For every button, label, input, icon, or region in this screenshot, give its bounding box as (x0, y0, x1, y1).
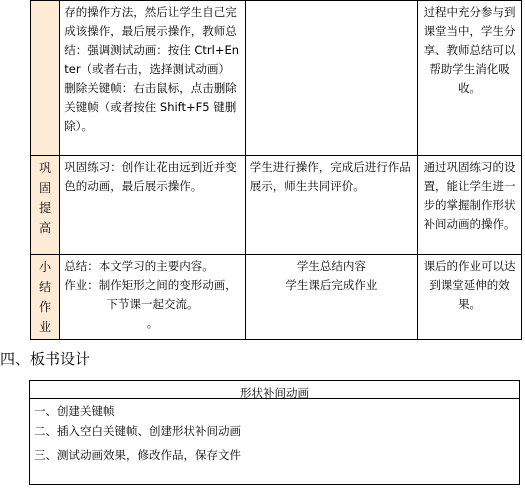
teacher-activity-cell: 巩固练习：创作让花由远到近并变色的动画，最后展示操作。 (60, 156, 246, 255)
homework-line: 作业：制作矩形之间的变形动画， (64, 278, 237, 292)
summary-line: 总结：本文学习的主要内容。 (64, 259, 214, 273)
design-intent-cell: 课后的作业可以达到课堂延伸的效果。 (418, 255, 522, 340)
lesson-plan-table (30, 0, 522, 340)
stage-cell: 小结作业 (31, 255, 60, 340)
board-title: 形状补间动画 (240, 386, 309, 400)
board-item: 三、测试动画效果，修改作品，保存文件 (34, 448, 241, 462)
teacher-activity-cell: 存的操作方法，然后让学生自己完成该操作，最后展示操作，教师总结：强调测试动画：按住 Ctrl+Enter（或者右击，选择测试动画）删除关键帧：右击鼠标，点击删除关键帧（或者按住 Shift+F5 键删除）。 (60, 1, 246, 156)
table-row (31, 255, 522, 340)
student-activity-cell: 学生进行操作，完成后进行作品展示，师生共同评价。 (245, 156, 417, 255)
board-item: 二、插入空白关键帧、创建形状补间动画 (34, 424, 241, 438)
student-line: 学生课后完成作业 (285, 278, 378, 292)
section-heading: 四、板书设计 (0, 350, 91, 368)
blackboard-design-box (29, 380, 520, 485)
stage-cell: 巩固提高 (31, 156, 60, 255)
stage-cell (31, 1, 60, 156)
student-activity-cell (245, 255, 417, 340)
table-row (31, 1, 522, 156)
homework-line: 下节课一起交流。 (106, 297, 199, 311)
student-line: 学生总结内容 (296, 259, 366, 273)
board-divider (30, 398, 519, 399)
student-activity-cell (245, 1, 417, 156)
table-row (31, 156, 522, 255)
teacher-activity-cell (60, 255, 246, 340)
design-intent-cell: 通过巩固练习的设置，能让学生进一步的掌握制作形状补间动画的操作。 (418, 156, 522, 255)
board-item: 一、创建关键帧 (34, 404, 115, 418)
homework-line: 。 (146, 316, 159, 330)
design-intent-cell: 过程中充分参与到课堂当中，学生分享、教师总结可以帮助学生消化吸收。 (418, 1, 522, 156)
